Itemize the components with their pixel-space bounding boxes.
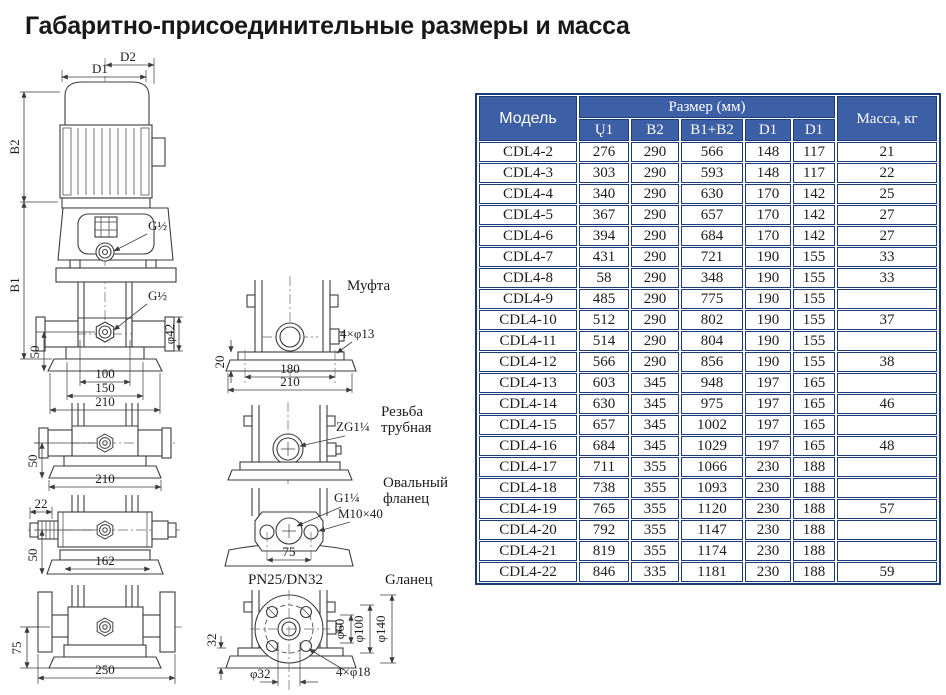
mass-cell [837,373,937,393]
mass-cell [837,289,937,309]
main-dim-100: 100 [95,366,115,381]
model-cell: CDL4-21 [479,541,577,561]
model-cell: CDL4-18 [479,478,577,498]
dim-cell: 290 [631,331,679,351]
flange-dim-d32: φ32 [250,666,271,681]
dim-cell: 276 [579,142,629,162]
table-row [479,373,937,393]
dim-cell: 290 [631,247,679,267]
dim-cell: 603 [579,373,629,393]
dim-cell: 355 [631,478,679,498]
dim-cell: 188 [793,499,835,519]
dim-cell: 1120 [681,499,743,519]
dim-cell: 345 [631,394,679,414]
table-row [479,142,937,162]
dim-cell: 155 [793,310,835,330]
base-drawing-162 [25,495,180,574]
dim-cell: 856 [681,352,743,372]
dim-cell: 593 [681,163,743,183]
model-cell: CDL4-9 [479,289,577,309]
table-row [479,541,937,561]
dim-cell: 711 [579,457,629,477]
main-dim-50: 50 [27,345,42,359]
mass-cell [837,520,937,540]
model-cell: CDL4-13 [479,373,577,393]
header-size-group: Размер (мм) [579,96,835,118]
header-mass: Масса, кг [837,96,937,141]
model-cell: CDL4-7 [479,247,577,267]
dim-cell: 190 [745,310,791,330]
dim-cell: 148 [745,163,791,183]
base162-dim-22: 22 [34,496,48,511]
model-cell: CDL4-6 [479,226,577,246]
mass-cell: 27 [837,226,937,246]
base162-dim-50: 50 [25,548,40,562]
dim-cell: 170 [745,205,791,225]
model-cell: CDL4-5 [479,205,577,225]
model-cell: CDL4-4 [479,184,577,204]
oval-flange-label-1: Овальный [383,475,448,491]
dim-cell: 566 [681,142,743,162]
table-row [479,205,937,225]
mass-cell [837,541,937,561]
table-row [479,226,937,246]
dim-cell: 948 [681,373,743,393]
model-cell: CDL4-22 [479,562,577,582]
flange-dim-d140: φ140 [373,615,388,643]
table-body [479,142,937,582]
dim-cell: 290 [631,352,679,372]
dim-cell: 290 [631,289,679,309]
model-cell: CDL4-11 [479,331,577,351]
dim-cell: 148 [745,142,791,162]
oval-flange-thread-label: G1¼ [334,490,360,505]
flange-rating-label: PN25/DN32 [248,572,324,588]
main-dim-dia42: φ42 [162,323,177,345]
model-cell: CDL4-16 [479,436,577,456]
dim-cell: 155 [793,268,835,288]
coupling-dim-180: 180 [280,361,300,376]
dim-cell: 290 [631,205,679,225]
dim-cell: 765 [579,499,629,519]
main-dim-b2: B2 [7,139,22,155]
table-row [479,415,937,435]
dim-cell: 485 [579,289,629,309]
table-row [479,499,937,519]
dim-cell: 290 [631,268,679,288]
dim-cell: 684 [681,226,743,246]
dim-cell: 512 [579,310,629,330]
dim-cell: 170 [745,226,791,246]
dim-cell: 197 [745,415,791,435]
table-header [479,96,937,141]
dim-cell: 630 [579,394,629,414]
dim-cell: 165 [793,415,835,435]
dim-cell: 290 [631,163,679,183]
table-row [479,247,937,267]
header-col-b1b2: B1+B2 [681,119,743,141]
dim-cell: 819 [579,541,629,561]
dim-cell: 155 [793,352,835,372]
main-dim-150: 150 [95,380,115,395]
dim-cell: 1147 [681,520,743,540]
table-row [479,184,937,204]
dim-cell: 155 [793,331,835,351]
dim-cell: 230 [745,499,791,519]
mass-cell: 38 [837,352,937,372]
pipe-thread-label-2: трубная [381,420,432,436]
coupling-holes-label: 4×φ13 [340,326,375,341]
oval-flange-dim-75: 75 [282,544,296,559]
dim-cell: 165 [793,373,835,393]
dim-cell: 230 [745,541,791,561]
model-cell: CDL4-19 [479,499,577,519]
mass-cell: 22 [837,163,937,183]
dim-cell: 290 [631,142,679,162]
dim-cell: 1181 [681,562,743,582]
dim-cell: 188 [793,520,835,540]
model-cell: CDL4-17 [479,457,577,477]
dim-cell: 188 [793,541,835,561]
dim-cell: 630 [681,184,743,204]
model-cell: CDL4-8 [479,268,577,288]
dim-cell: 190 [745,331,791,351]
dim-cell: 197 [745,394,791,414]
round-flange-drawing [204,572,433,690]
dim-cell: 188 [793,562,835,582]
coupling-drawing [212,276,391,393]
mass-cell: 46 [837,394,937,414]
main-dim-d2: D2 [120,50,136,64]
pipe-thread-label-1: Резьба [381,404,424,420]
round-flange-label: Gланец [385,572,433,588]
dim-cell: 142 [793,226,835,246]
table-row [479,478,937,498]
dim-cell: 684 [579,436,629,456]
mass-cell: 27 [837,205,937,225]
technical-drawings [0,50,470,695]
header-model: Модель [479,96,577,141]
dim-cell: 230 [745,457,791,477]
model-cell: CDL4-12 [479,352,577,372]
oval-flange-drawing [225,475,448,566]
dim-cell: 1174 [681,541,743,561]
table-row [479,310,937,330]
dim-cell: 340 [579,184,629,204]
base162-dim-162: 162 [95,553,115,568]
page-title: Габаритно-присоединительные размеры и масса [25,12,630,40]
mass-cell: 21 [837,142,937,162]
dim-cell: 230 [745,520,791,540]
flange-dim-d60: φ60 [332,618,347,640]
coupling-label: Муфта [347,278,391,294]
dim-cell: 348 [681,268,743,288]
model-cell: CDL4-2 [479,142,577,162]
oval-flange-bolt-label: M10×40 [338,506,383,521]
main-dim-d1: D1 [92,61,108,76]
table-row [479,352,937,372]
table-row [479,520,937,540]
dim-cell: 394 [579,226,629,246]
dim-cell: 775 [681,289,743,309]
table-row [479,562,937,582]
dim-cell: 230 [745,562,791,582]
table-row [479,163,937,183]
model-cell: CDL4-3 [479,163,577,183]
mass-cell: 37 [837,310,937,330]
mass-cell [837,415,937,435]
dim-cell: 197 [745,373,791,393]
table-row [479,436,937,456]
base250-dim-250: 250 [95,662,115,677]
dim-cell: 345 [631,373,679,393]
main-dim-b1: B1 [7,277,22,293]
dim-cell: 58 [579,268,629,288]
dim-cell: 355 [631,499,679,519]
dim-cell: 117 [793,142,835,162]
dim-cell: 846 [579,562,629,582]
dim-cell: 290 [631,310,679,330]
dim-cell: 721 [681,247,743,267]
dim-cell: 657 [681,205,743,225]
dim-cell: 1002 [681,415,743,435]
mass-cell [837,457,937,477]
dim-cell: 657 [579,415,629,435]
dim-cell: 975 [681,394,743,414]
dim-cell: 190 [745,289,791,309]
mass-cell: 33 [837,247,937,267]
base210-dim-50: 50 [25,454,40,468]
pipe-thread-size-label: ZG1¼ [336,419,370,434]
dim-cell: 142 [793,205,835,225]
header-col-d1b: D1 [793,119,835,141]
table-row [479,331,937,351]
flange-dim-d100: φ100 [351,615,366,643]
dim-cell: 290 [631,184,679,204]
table-row [479,289,937,309]
coupling-dim-20: 20 [212,355,227,369]
base210-dim-210: 210 [95,471,115,486]
oval-flange-label-2: фланец [383,491,430,507]
dim-cell: 804 [681,331,743,351]
base250-dim-75: 75 [9,641,24,655]
dim-cell: 792 [579,520,629,540]
dim-cell: 155 [793,289,835,309]
coupling-dim-210: 210 [280,374,300,389]
table-row [479,457,937,477]
dim-cell: 188 [793,457,835,477]
dim-cell: 190 [745,352,791,372]
dim-cell: 345 [631,415,679,435]
dim-cell: 190 [745,268,791,288]
dim-cell: 345 [631,436,679,456]
dim-cell: 514 [579,331,629,351]
dim-cell: 142 [793,184,835,204]
dim-cell: 1093 [681,478,743,498]
dim-cell: 738 [579,478,629,498]
dim-cell: 155 [793,247,835,267]
flange-holes-label: 4×φ18 [336,664,371,679]
header-col-b1: Ų1 [579,119,629,141]
dim-cell: 165 [793,394,835,414]
header-col-d1a: D1 [745,119,791,141]
mass-cell: 57 [837,499,937,519]
table-row [479,268,937,288]
base-drawing-210 [25,403,176,491]
pipe-thread-drawing [228,402,432,484]
mass-cell [837,331,937,351]
dim-cell: 355 [631,457,679,477]
model-cell: CDL4-20 [479,520,577,540]
mass-cell: 48 [837,436,937,456]
mass-cell: 59 [837,562,937,582]
mass-cell [837,478,937,498]
dim-cell: 355 [631,520,679,540]
dim-cell: 230 [745,478,791,498]
model-cell: CDL4-10 [479,310,577,330]
dim-cell: 197 [745,436,791,456]
dim-cell: 802 [681,310,743,330]
dim-cell: 165 [793,436,835,456]
dim-cell: 290 [631,226,679,246]
dim-cell: 335 [631,562,679,582]
dim-cell: 566 [579,352,629,372]
dim-cell: 117 [793,163,835,183]
dimensions-table [475,93,941,585]
main-port-thread-label-lower: G½ [148,288,168,303]
dim-cell: 367 [579,205,629,225]
header-col-b2: B2 [631,119,679,141]
table-row [479,394,937,414]
mass-cell: 25 [837,184,937,204]
mass-cell: 33 [837,268,937,288]
dim-cell: 1066 [681,457,743,477]
dim-cell: 188 [793,478,835,498]
dim-cell: 170 [745,184,791,204]
main-dim-210: 210 [95,394,115,409]
dim-cell: 303 [579,163,629,183]
base-drawing-250 [9,585,184,684]
dim-cell: 431 [579,247,629,267]
main-port-thread-label-upper: G½ [148,218,168,233]
main-pump-drawing [7,50,183,414]
model-cell: CDL4-14 [479,394,577,414]
dim-cell: 190 [745,247,791,267]
dim-cell: 1029 [681,436,743,456]
dim-cell: 355 [631,541,679,561]
flange-dim-32: 32 [204,633,219,647]
model-cell: CDL4-15 [479,415,577,435]
